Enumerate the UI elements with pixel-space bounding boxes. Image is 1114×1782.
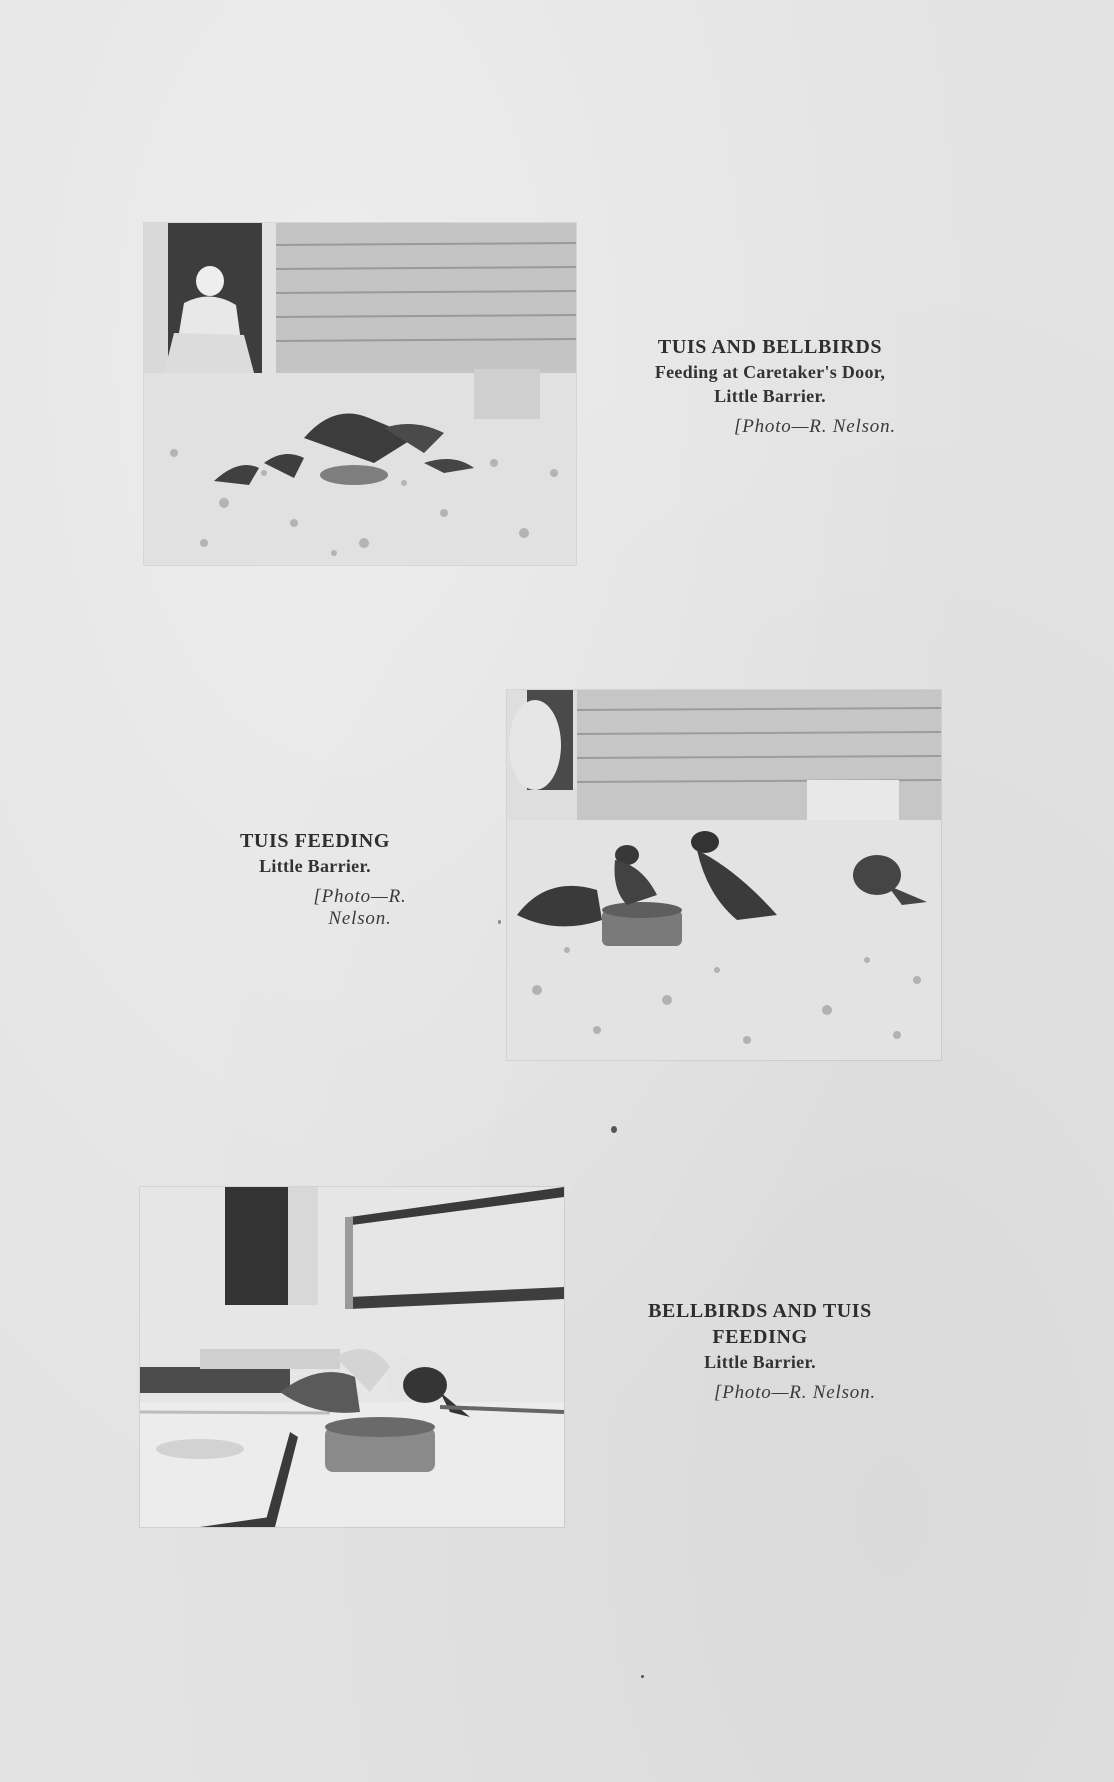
caption-title: FEEDING: [712, 1326, 808, 1348]
photo-credit: [Photo—R. Nelson.: [313, 886, 407, 929]
caption-tuis-feeding: [200, 828, 430, 930]
caption-bellbirds-and-tuis-feeding: [610, 1298, 910, 1404]
photo-bellbirds-and-tuis-feeding: [140, 1187, 564, 1527]
caption-title: TUIS AND BELLBIRDS: [657, 336, 883, 358]
photo-tuis-feeding: [507, 690, 941, 1060]
photo-tuis-and-bellbirds: [144, 223, 576, 565]
caption-subtitle: Little Barrier.: [259, 856, 371, 876]
caption-title: BELLBIRDS AND TUIS: [648, 1300, 872, 1322]
caption-subtitle: Little Barrier.: [704, 1352, 816, 1372]
caption-subtitle: Feeding at Caretaker's Door,: [654, 362, 886, 382]
caption-subtitle: Little Barrier.: [714, 386, 826, 406]
paper-speck: [611, 1126, 617, 1133]
photo-credit: [Photo—R. Nelson.: [714, 1382, 876, 1403]
paper-speck: [498, 920, 501, 924]
caption-tuis-and-bellbirds: [600, 334, 940, 438]
photo-credit: [Photo—R. Nelson.: [734, 416, 896, 437]
paper-speck: [641, 1675, 644, 1678]
caption-title: TUIS FEEDING: [239, 830, 390, 852]
